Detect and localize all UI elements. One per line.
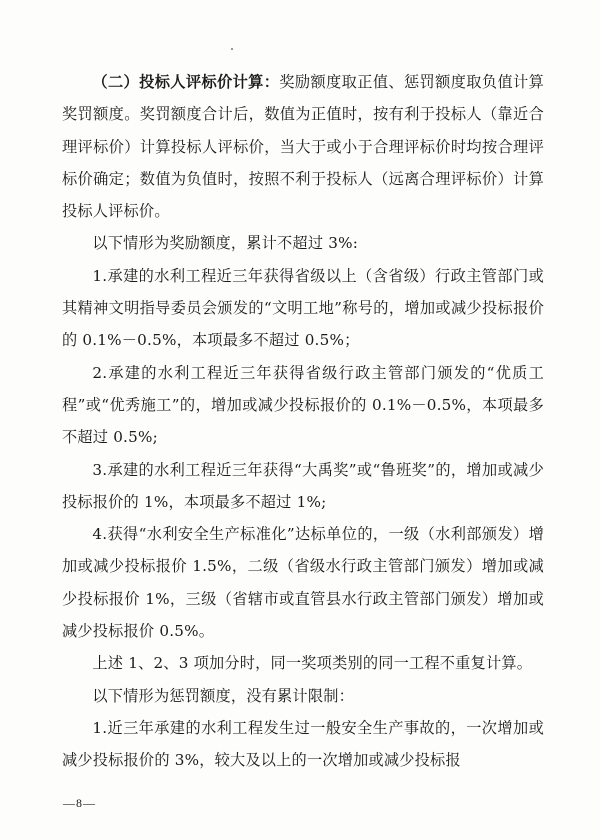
paragraph-text: 1.近三年承建的水利工程发生过一般安全生产事故的，一次增加或减少投标报价的 3%，较大及以上的一次增加或减少投标报 <box>62 718 544 770</box>
paragraph-reward-intro <box>62 227 544 259</box>
paragraph-reward-item-4 <box>62 518 544 647</box>
paragraph-reward-item-1 <box>62 260 544 357</box>
paragraph-bid-price-calculation <box>62 66 544 227</box>
paragraph-text: 2.承建的水利工程近三年获得省级行政主管部门颁发的“优质工程”或“优秀施工”的，增加或减少投标报价的 0.1%－0.5%，本项最多不超过 0.5%; <box>62 363 544 447</box>
paragraph-no-duplicate-note <box>62 647 544 679</box>
paragraph-text: 3.承建的水利工程近三年获得“大禹奖”或“鲁班奖”的，增加或减少投标报价的 1%，本项最多不超过 1%; <box>62 460 544 511</box>
paragraph-reward-item-3 <box>62 454 544 519</box>
paragraph-penalty-intro <box>62 680 544 712</box>
paragraph-text: 4.获得“水利安全生产标准化”达标单位的，一级（水利部颁发）增加或减少投标报价 1.5%，二级（省级水行政主管部门颁发）增加或减少投标报价 1%，三级（省辖市或直管县水行政主管部门颁发）增加或减少投标报价 0.5%。 <box>62 525 544 641</box>
paragraph-reward-item-2 <box>62 357 544 454</box>
paragraph-penalty-item-1 <box>62 712 544 777</box>
paragraph-text: 1.承建的水利工程近三年获得省级以上（含省级）行政主管部门或其精神文明指导委员会颁发的“文明工地”称号的，增加或减少投标报价的 0.1%－0.5%，本项最多不超过 0.5%； <box>62 266 544 350</box>
paragraph-text: 奖励额度取正值、惩罚额度取负值计算奖罚额度。奖罚额度合计后，数值为正值时，按有利于投标人（靠近合理评标价）计算投标人评标价，当大于或小于合理评标价时均按合理评标价确定；数值为负值时，按照不利于投标人（远离合理评标价）计算投标人评标价。 <box>62 73 544 221</box>
section-heading: （二）投标人评标价计算： <box>92 73 280 91</box>
page-number: —8— <box>63 796 96 810</box>
paragraph-text: 以下情形为惩罚额度，没有累计限制： <box>92 686 354 705</box>
scan-mark <box>231 48 233 50</box>
document-body <box>62 66 544 777</box>
paragraph-text: 以下情形为奖励额度，累计不超过 3%: <box>92 234 359 253</box>
paragraph-text: 上述 1、2、3 项加分时，同一奖项类别的同一工程不重复计算。 <box>92 654 533 673</box>
